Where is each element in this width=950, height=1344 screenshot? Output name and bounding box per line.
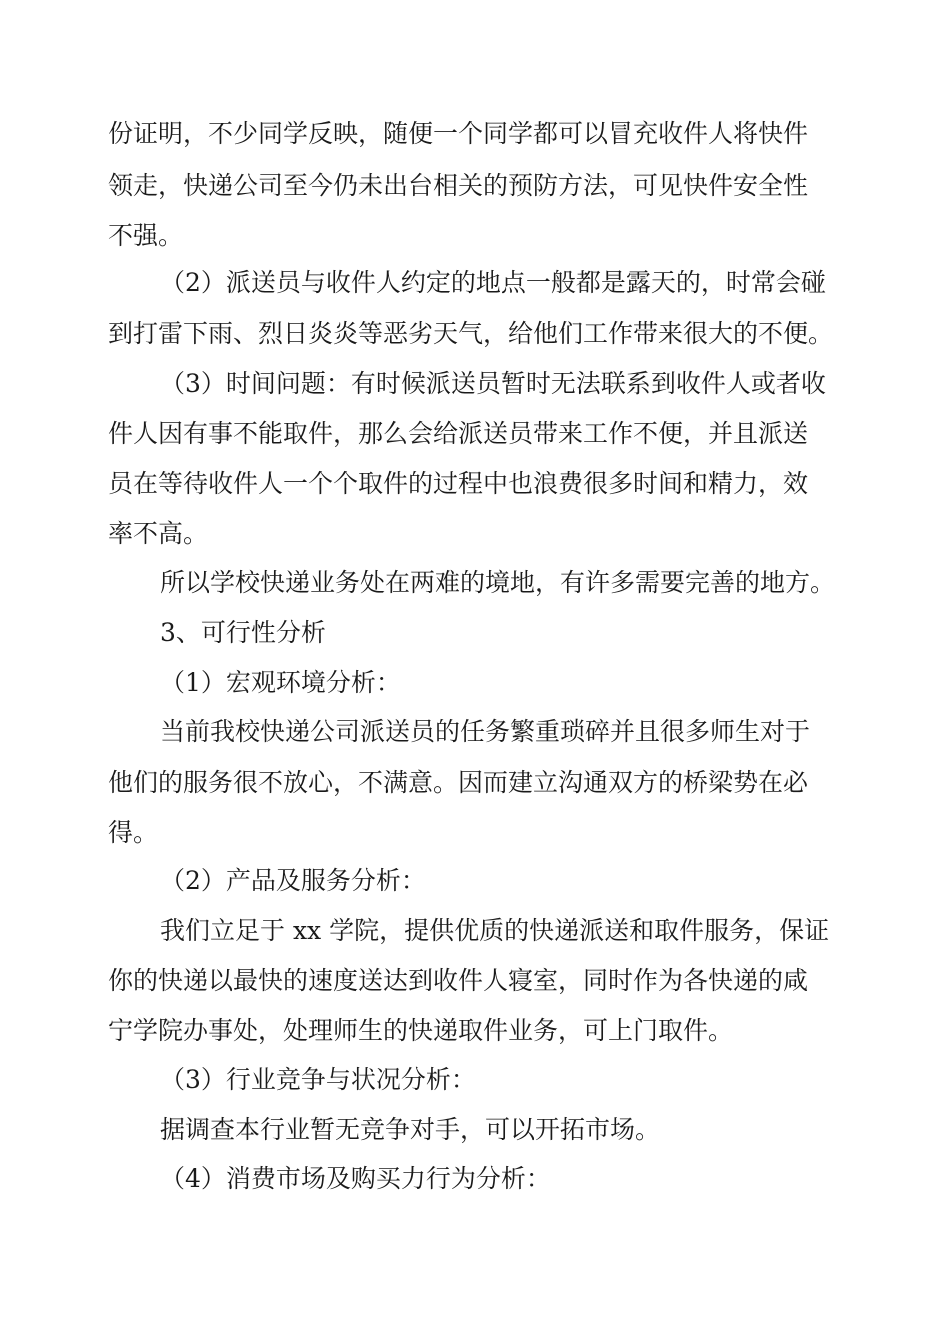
text-line: 当前我校快递公司派送员的任务繁重琐碎并且很多师生对于 xyxy=(160,717,811,746)
text-line: 不强。 xyxy=(108,221,184,250)
text-line: （2）派送员与收件人约定的地点一般都是露天的，时常会碰 xyxy=(160,268,826,297)
text-line: 领走，快递公司至今仍未出台相关的预防方法，可见快件安全性 xyxy=(108,171,809,200)
text-line: 据调查本行业暂无竞争对手，可以开拓市场。 xyxy=(160,1115,661,1144)
subsection-heading: （3）行业竞争与状况分析： xyxy=(160,1065,476,1094)
text-line: 件人因有事不能取件，那么会给派送员带来工作不便，并且派送 xyxy=(108,419,809,448)
text-line: 得。 xyxy=(108,818,159,847)
text-line: 我们立足于 xx 学院，提供优质的快递派送和取件服务，保证 xyxy=(160,916,830,945)
text-line: 他们的服务很不放心，不满意。因而建立沟通双方的桥梁势在必 xyxy=(108,768,809,797)
text-line: 率不高。 xyxy=(108,519,209,548)
subsection-heading: （1）宏观环境分析： xyxy=(160,668,401,697)
text-line: 员在等待收件人一个个取件的过程中也浪费很多时间和精力，效 xyxy=(108,469,809,498)
text-line: 到打雷下雨、烈日炎炎等恶劣天气，给他们工作带来很大的不便。 xyxy=(108,319,834,348)
section-heading: 3、可行性分析 xyxy=(160,618,326,647)
text-line: 宁学院办事处，处理师生的快递取件业务，可上门取件。 xyxy=(108,1016,734,1045)
text-line: 你的快递以最快的速度送达到收件人寝室，同时作为各快递的咸 xyxy=(108,966,809,995)
text-line: （3）时间问题：有时候派送员暂时无法联系到收件人或者收 xyxy=(160,369,826,398)
text-line: 所以学校快递业务处在两难的境地，有许多需要完善的地方。 xyxy=(160,568,836,597)
text-line: 份证明，不少同学反映，随便一个同学都可以冒充收件人将快件 xyxy=(108,119,809,148)
subsection-heading: （4）消费市场及购买力行为分析： xyxy=(160,1164,551,1193)
subsection-heading: （2）产品及服务分析： xyxy=(160,866,426,895)
